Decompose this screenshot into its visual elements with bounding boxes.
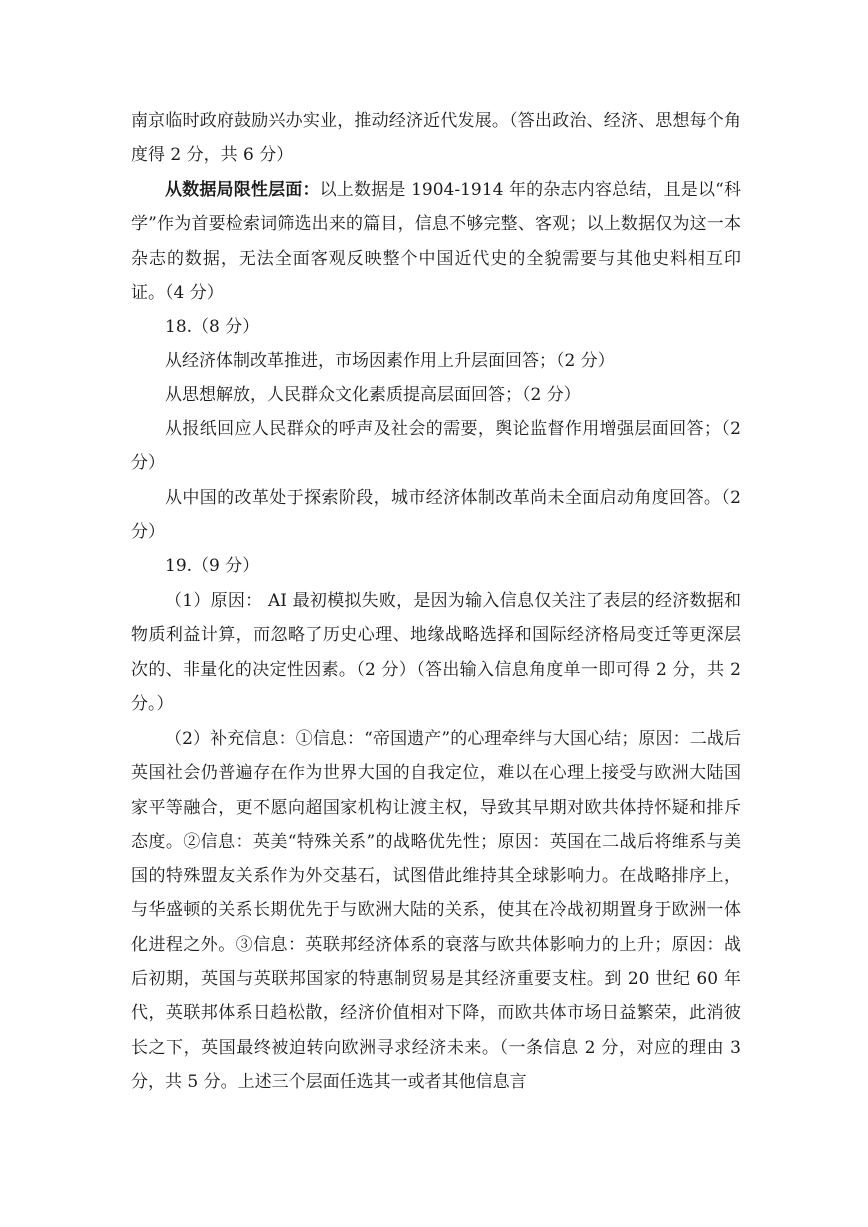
section-heading-data-limitation: 从数据局限性层面： [165, 180, 320, 200]
question-19-part-2: （2）补充信息：①信息：“帝国遗产”的心理牵绊与大国心结；原因：二战后英国社会仍普遍存在作为世界大国的自我定位，难以在心理上接受与欧洲大陆国家平等融合，更不愿向超国家机构让渡主权，导致其早期对欧共体持怀疑和排斥态度。②信息：英美“特殊关系”的战略优先性；原因：英国在二战后将维系与美国的特殊盟友关系作为外交基石，试图借此维持其全球影响力。在战略排序上，与华盛顿的关系长期优先于与欧洲大陆的关系，使其在冷战初期置身于欧洲一体化进程之外。③信息：英联邦经济体系的衰落与欧共体影响力的上升；原因：战后初期，英国与英联邦国家的特惠制贸易是其经济重要支柱。到 20 世纪 60 年代，英联邦体系日趋松散，经济价值相对下降，而欧共体市场日益繁荣，此消彼长之下，英国最终被迫转向欧洲寻求经济未来。（一条信息 2 分，对应的理由 3 分，共 5 分。上述三个层面任选其一或者其他信息言 [131, 729, 741, 1092]
paragraph-p1: 南京临时政府鼓励兴办实业，推动经济近代发展。（答出政治、经济、思想每个角度得 2 分，共 6 分） [131, 111, 741, 166]
paragraph-data-limitation-body: 以上数据是 1904-1914 年的杂志内容总结，且是以“科学”作为首要检索词筛选出来的篇目，信息不够完整、客观；以上数据仅为这一本杂志的数据，无法全面客观反映整个中国近代史的全貌需要与其他史料相互印证。（4 分） [131, 180, 741, 303]
paragraph-data-limitation [131, 173, 741, 310]
question-19-title: 19.（9 分） [165, 556, 260, 576]
question-18-point-c: 从报纸回应人民群众的呼声及社会的需要，舆论监督作用增强层面回答；（2 分） [131, 419, 741, 474]
question-18-point-d: 从中国的改革处于探索阶段，城市经济体制改革尚未全面启动角度回答。（2 分） [131, 488, 741, 543]
question-18-point-b: 从思想解放，人民群众文化素质提高层面回答；（2 分） [165, 385, 581, 405]
question-19-part-1: （1）原因： AI 最初模拟失败，是因为输入信息仅关注了表层的经济数据和物质利益计算，而忽略了历史心理、地缘战略选择和国际经济格局变迁等更深层次的、非量化的决定性因素。（2 分）（答出输入信息角度单一即可得 2 分，共 2 分。） [131, 591, 741, 714]
question-18-title: 18.（8 分） [165, 317, 260, 337]
question-18-point-a: 从经济体制改革推进，市场因素作用上升层面回答；（2 分） [165, 351, 615, 371]
